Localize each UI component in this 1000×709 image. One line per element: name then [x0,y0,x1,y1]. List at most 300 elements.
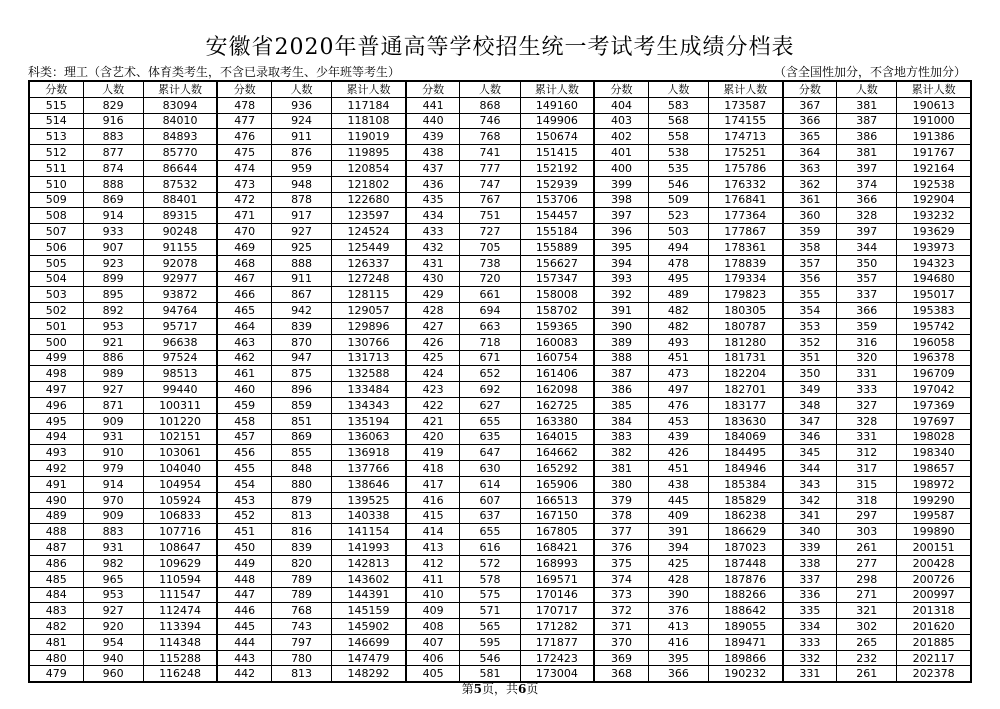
table-cell: 426 [648,445,708,461]
table-cell: 453 [648,413,708,429]
table-cell: 87532 [143,176,217,192]
table-cell: 438 [648,476,708,492]
table-cell: 692 [460,382,520,398]
table-cell: 409 [648,508,708,524]
table-cell: 374 [837,176,897,192]
table-cell: 381 [837,97,897,113]
table-cell: 482 [29,619,83,635]
table-cell: 869 [272,429,332,445]
table-cell: 401 [594,145,648,161]
footer-suffix: 页 [526,682,539,696]
table-cell: 877 [83,145,143,161]
table-cell: 96638 [143,334,217,350]
table-cell: 503 [29,287,83,303]
table-cell: 931 [83,429,143,445]
table-cell: 202117 [897,650,971,666]
table-cell: 339 [783,540,837,556]
table-cell: 453 [217,492,271,508]
table-cell: 198340 [897,445,971,461]
table-cell: 498 [29,366,83,382]
table-cell: 394 [594,255,648,271]
table-cell: 464 [217,318,271,334]
table-cell: 170717 [520,603,594,619]
table-cell: 337 [783,571,837,587]
table-cell: 118108 [332,113,406,129]
table-cell: 751 [460,208,520,224]
table-cell: 200428 [897,555,971,571]
table-cell: 343 [783,476,837,492]
table-cell: 168421 [520,540,594,556]
bonus-note: （含全国性加分，不含地方性加分） [773,65,966,79]
table-cell: 302 [837,619,897,635]
table-cell: 497 [648,382,708,398]
table-cell: 193232 [897,208,971,224]
table-cell: 342 [783,492,837,508]
table-cell: 265 [837,634,897,650]
table-cell: 350 [783,366,837,382]
table-cell: 395 [594,239,648,255]
table-cell: 789 [272,587,332,603]
table-cell: 189471 [708,634,782,650]
table-cell: 334 [783,619,837,635]
table-cell: 445 [217,619,271,635]
table-cell: 383 [594,429,648,445]
table-cell: 430 [406,271,460,287]
table-cell: 162725 [520,397,594,413]
table-cell: 718 [460,334,520,350]
table-cell: 159365 [520,318,594,334]
table-row [29,571,971,587]
table-cell: 655 [460,524,520,540]
table-cell: 106833 [143,508,217,524]
table-cell: 655 [460,413,520,429]
table-cell: 443 [217,650,271,666]
table-cell: 176841 [708,192,782,208]
table-row [29,445,971,461]
table-cell: 148292 [332,666,406,682]
table-cell: 408 [406,619,460,635]
table-cell: 378 [594,508,648,524]
table-cell: 888 [83,176,143,192]
table-cell: 387 [837,113,897,129]
table-cell: 184069 [708,429,782,445]
table-cell: 350 [837,255,897,271]
column-header: 分数 [783,81,837,97]
table-cell: 397 [837,160,897,176]
table-cell: 90248 [143,224,217,240]
table-cell: 111547 [143,587,217,603]
table-cell: 162098 [520,382,594,398]
table-cell: 419 [406,445,460,461]
column-header: 分数 [29,81,83,97]
table-cell: 406 [406,650,460,666]
table-cell: 363 [783,160,837,176]
table-cell: 99440 [143,382,217,398]
table-cell: 187448 [708,555,782,571]
table-cell: 671 [460,350,520,366]
table-cell: 197369 [897,397,971,413]
table-cell: 183177 [708,397,782,413]
table-cell: 133484 [332,382,406,398]
table-row [29,555,971,571]
table-cell: 174155 [708,113,782,129]
table-cell: 399 [594,176,648,192]
table-cell: 194680 [897,271,971,287]
table-cell: 489 [29,508,83,524]
table-cell: 746 [460,113,520,129]
table-cell: 462 [217,350,271,366]
table-row [29,97,971,113]
table-cell: 161406 [520,366,594,382]
table-cell: 538 [648,145,708,161]
table-cell: 451 [648,350,708,366]
table-cell: 879 [272,492,332,508]
table-cell: 149906 [520,113,594,129]
table-cell: 447 [217,587,271,603]
table-cell: 911 [272,129,332,145]
table-cell: 768 [460,129,520,145]
table-cell: 196058 [897,334,971,350]
table-cell: 476 [217,129,271,145]
table-cell: 92977 [143,271,217,287]
table-cell: 829 [83,97,143,113]
table-cell: 173004 [520,666,594,682]
table-cell: 931 [83,540,143,556]
table-cell: 168993 [520,555,594,571]
table-cell: 177364 [708,208,782,224]
table-cell: 457 [217,429,271,445]
table-cell: 189055 [708,619,782,635]
table-cell: 455 [217,461,271,477]
table-cell: 480 [29,650,83,666]
table-cell: 174713 [708,129,782,145]
table-cell: 199587 [897,508,971,524]
table-cell: 942 [272,303,332,319]
column-header: 累计人数 [708,81,782,97]
column-header: 累计人数 [143,81,217,97]
table-cell: 385 [594,397,648,413]
column-header: 分数 [594,81,648,97]
table-cell: 165292 [520,461,594,477]
table-cell: 397 [594,208,648,224]
table-cell: 492 [29,461,83,477]
table-cell: 362 [783,176,837,192]
table-cell: 424 [406,366,460,382]
table-cell: 936 [272,97,332,113]
table-cell: 496 [29,397,83,413]
table-cell: 459 [217,397,271,413]
table-cell: 200726 [897,571,971,587]
table-cell: 414 [406,524,460,540]
table-row [29,524,971,540]
table-cell: 341 [783,508,837,524]
table-cell: 948 [272,176,332,192]
table-cell: 373 [594,587,648,603]
table-cell: 482 [648,303,708,319]
table-cell: 384 [594,413,648,429]
table-cell: 298 [837,571,897,587]
table-cell: 925 [272,239,332,255]
table-cell: 868 [460,97,520,113]
table-cell: 196709 [897,366,971,382]
page-total: 6 [518,682,527,696]
table-cell: 442 [217,666,271,682]
table-cell: 167805 [520,524,594,540]
table-cell: 491 [29,476,83,492]
table-cell: 155184 [520,224,594,240]
table-cell: 404 [594,97,648,113]
table-cell: 488 [29,524,83,540]
column-header: 人数 [460,81,520,97]
table-cell: 126337 [332,255,406,271]
table-cell: 422 [406,397,460,413]
table-cell: 871 [83,397,143,413]
table-cell: 448 [217,571,271,587]
table-cell: 506 [29,239,83,255]
table-cell: 370 [594,634,648,650]
table-row [29,508,971,524]
table-cell: 578 [460,571,520,587]
table-cell: 875 [272,366,332,382]
table-cell: 747 [460,176,520,192]
table-cell: 503 [648,224,708,240]
table-cell: 694 [460,303,520,319]
table-cell: 446 [217,603,271,619]
table-cell: 402 [594,129,648,145]
table-cell: 583 [648,97,708,113]
table-cell: 124524 [332,224,406,240]
table-cell: 104040 [143,461,217,477]
table-cell: 652 [460,366,520,382]
table-row [29,303,971,319]
category-note: 科类：理工（含艺术、体育类考生，不含已录取考生、少年班等考生） [28,65,401,79]
table-cell: 953 [83,587,143,603]
table-cell: 472 [217,192,271,208]
table-cell: 892 [83,303,143,319]
subtitle-row [28,64,972,80]
table-cell: 407 [406,634,460,650]
table-cell: 789 [272,571,332,587]
table-cell: 331 [837,429,897,445]
table-cell: 535 [648,160,708,176]
table-cell: 94764 [143,303,217,319]
table-cell: 357 [837,271,897,287]
table-cell: 451 [217,524,271,540]
table-cell: 97524 [143,350,217,366]
table-cell: 437 [406,160,460,176]
table-cell: 367 [783,97,837,113]
table-cell: 95717 [143,318,217,334]
table-cell: 523 [648,208,708,224]
table-cell: 376 [648,603,708,619]
table-cell: 199890 [897,524,971,540]
table-cell: 473 [217,176,271,192]
table-cell: 160754 [520,350,594,366]
table-cell: 173587 [708,97,782,113]
table-cell: 119019 [332,129,406,145]
table-cell: 186238 [708,508,782,524]
table-cell: 848 [272,461,332,477]
table-cell: 479 [29,666,83,682]
table-cell: 743 [272,619,332,635]
page-footer [0,680,1000,697]
table-cell: 195383 [897,303,971,319]
table-cell: 630 [460,461,520,477]
table-cell: 450 [217,540,271,556]
table-cell: 189866 [708,650,782,666]
table-cell: 571 [460,603,520,619]
table-cell: 149160 [520,97,594,113]
table-cell: 418 [406,461,460,477]
table-cell: 916 [83,113,143,129]
table-cell: 473 [648,366,708,382]
table-cell: 114348 [143,634,217,650]
table-body [29,97,971,682]
table-cell: 201620 [897,619,971,635]
table-cell: 469 [217,239,271,255]
table-cell: 135194 [332,413,406,429]
table-cell: 767 [460,192,520,208]
table-cell: 193973 [897,239,971,255]
table-cell: 152939 [520,176,594,192]
table-cell: 382 [594,445,648,461]
table-cell: 201318 [897,603,971,619]
table-cell: 436 [406,176,460,192]
table-cell: 434 [406,208,460,224]
table-cell: 452 [217,508,271,524]
table-cell: 371 [594,619,648,635]
table-cell: 131713 [332,350,406,366]
table-cell: 119895 [332,145,406,161]
table-cell: 420 [406,429,460,445]
table-cell: 940 [83,650,143,666]
table-cell: 377 [594,524,648,540]
table-cell: 144391 [332,587,406,603]
table-row [29,397,971,413]
table-cell: 510 [29,176,83,192]
table-cell: 103061 [143,445,217,461]
table-cell: 141154 [332,524,406,540]
table-cell: 502 [29,303,83,319]
table-row [29,318,971,334]
table-cell: 182204 [708,366,782,382]
table-cell: 449 [217,555,271,571]
table-row [29,334,971,350]
table-cell: 190613 [897,97,971,113]
table-cell: 166513 [520,492,594,508]
table-cell: 113394 [143,619,217,635]
column-header: 人数 [837,81,897,97]
table-cell: 477 [217,113,271,129]
table-cell: 129057 [332,303,406,319]
column-header: 累计人数 [897,81,971,97]
table-cell: 458 [217,413,271,429]
table-cell: 185384 [708,476,782,492]
table-cell: 428 [648,571,708,587]
table-cell: 158008 [520,287,594,303]
table-cell: 171282 [520,619,594,635]
table-cell: 895 [83,287,143,303]
table-cell: 467 [217,271,271,287]
table-cell: 839 [272,540,332,556]
table-cell: 415 [406,508,460,524]
table-cell: 202378 [897,666,971,682]
table-cell: 332 [783,650,837,666]
table-cell: 429 [406,287,460,303]
table-cell: 507 [29,224,83,240]
table-cell: 661 [460,287,520,303]
table-row [29,271,971,287]
table-cell: 186629 [708,524,782,540]
table-cell: 331 [837,366,897,382]
table-row [29,587,971,603]
table-cell: 184495 [708,445,782,461]
table-cell: 489 [648,287,708,303]
table-cell: 869 [83,192,143,208]
table-cell: 277 [837,555,897,571]
table-cell: 501 [29,318,83,334]
table-cell: 180787 [708,318,782,334]
table-cell: 381 [594,461,648,477]
table-cell: 137766 [332,461,406,477]
table-row [29,160,971,176]
table-cell: 485 [29,571,83,587]
table-cell: 899 [83,271,143,287]
table-cell: 354 [783,303,837,319]
table-row [29,634,971,650]
table-cell: 391 [648,524,708,540]
table-cell: 390 [594,318,648,334]
column-header: 人数 [83,81,143,97]
table-cell: 128115 [332,287,406,303]
table-cell: 474 [217,160,271,176]
table-cell: 141993 [332,540,406,556]
table-cell: 989 [83,366,143,382]
table-cell: 116248 [143,666,217,682]
table-cell: 261 [837,540,897,556]
table-cell: 456 [217,445,271,461]
table-cell: 813 [272,508,332,524]
table-cell: 389 [594,334,648,350]
table-cell: 142813 [332,555,406,571]
table-cell: 379 [594,492,648,508]
table-cell: 105924 [143,492,217,508]
table-cell: 89315 [143,208,217,224]
table-cell: 405 [406,666,460,682]
table-cell: 146699 [332,634,406,650]
table-header [29,81,971,97]
table-row [29,366,971,382]
table-cell: 316 [837,334,897,350]
table-row [29,540,971,556]
table-cell: 911 [272,271,332,287]
table-cell: 627 [460,397,520,413]
table-cell: 198028 [897,429,971,445]
table-cell: 441 [406,97,460,113]
table-cell: 179334 [708,271,782,287]
table-cell: 476 [648,397,708,413]
table-cell: 768 [272,603,332,619]
table-cell: 158702 [520,303,594,319]
table-cell: 196378 [897,350,971,366]
table-cell: 344 [837,239,897,255]
table-cell: 416 [648,634,708,650]
table-cell: 954 [83,634,143,650]
table-cell: 413 [648,619,708,635]
table-row [29,650,971,666]
table-row [29,239,971,255]
table-cell: 297 [837,508,897,524]
